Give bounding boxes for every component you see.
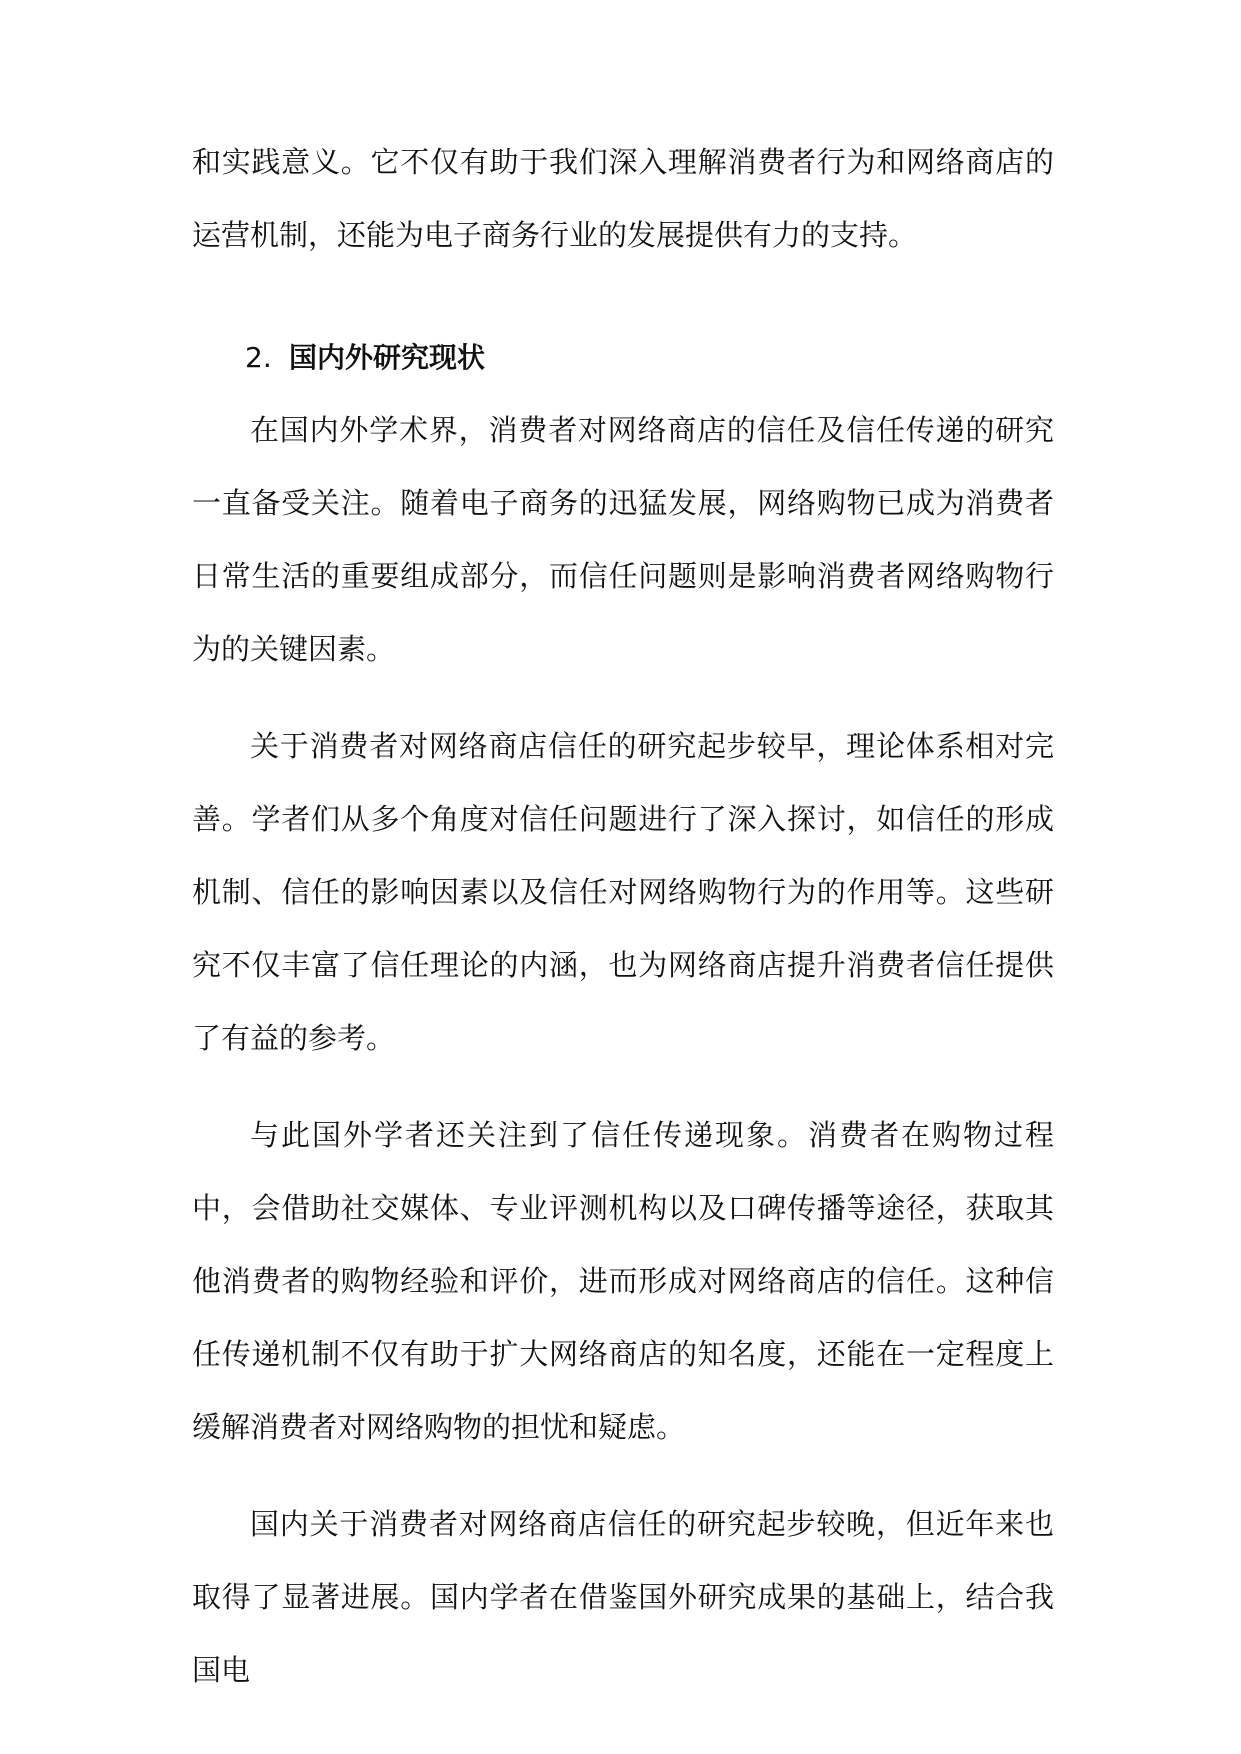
paragraph-continuation: 和实践意义。它不仅有助于我们深入理解消费者行为和网络商店的运营机制，还能为电子商务行业的发展提供有力的支持。 — [192, 145, 1054, 252]
paragraph-trust-transfer: 与此国外学者还关注到了信任传递现象。消费者在购物过程中，会借助社交媒体、专业评测机构以及口碑传播等途径，获取其他消费者的购物经验和评价，进而形成对网络商店的信任。这种信任传递机制不仅有助于扩大网络商店的知名度，还能在一定程度上缓解消费者对网络购物的担忧和疑虑。 — [192, 1118, 1054, 1444]
paragraph-intro: 在国内外学术界，消费者对网络商店的信任及信任传递的研究一直备受关注。随着电子商务的迅猛发展，网络购物已成为消费者日常生活的重要组成部分，而信任问题则是影响消费者网络购物行为的关键因素。 — [192, 413, 1054, 666]
paragraph-early-research: 关于消费者对网络商店信任的研究起步较早，理论体系相对完善。学者们从多个角度对信任问题进行了深入探讨，如信任的形成机制、信任的影响因素以及信任对网络购物行为的作用等。这些研究不仅丰富了信任理论的内涵，也为网络商店提升消费者信任提供了有益的参考。 — [192, 729, 1054, 1055]
section-heading — [192, 321, 1054, 394]
section-title: 国内外研究现状 — [289, 341, 486, 374]
page-body — [192, 126, 1054, 1707]
section-number: 2. — [245, 341, 272, 374]
paragraph-domestic-research: 国内关于消费者对网络商店信任的研究起步较晚，但近年来也取得了显著进展。国内学者在借鉴国外研究成果的基础上，结合我国电 — [192, 1507, 1054, 1687]
